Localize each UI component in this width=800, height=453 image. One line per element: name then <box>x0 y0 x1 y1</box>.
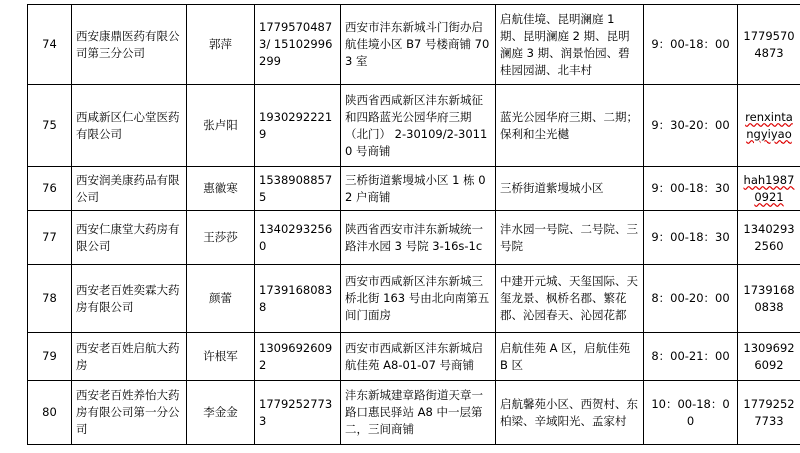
service-area: 启航佳境、昆明澜庭 1 期、昆明澜庭 2 期、昆明澜庭 3 期、润景怡园、碧桂园园湖、北丰村 <box>496 5 644 85</box>
row-number: 78 <box>28 265 72 333</box>
service-area: 中建开元城、天玺国际、天玺龙景、枫桥名郡、繁花郡、沁园春天、沁园花都 <box>496 265 644 333</box>
contact-person: 郭萍 <box>187 5 255 85</box>
store-address: 三桥街道紫墁城小区 1 栋 02 户商铺 <box>341 167 496 211</box>
contact-id: hah19870921 <box>738 167 800 211</box>
table-row <box>28 5 800 85</box>
business-hours: 10：00-18：00 <box>644 381 738 445</box>
phone-number: 13402932560 <box>255 211 341 265</box>
business-hours: 9：30-20：00 <box>644 85 738 167</box>
store-address: 陕西省西咸新区沣东新城征和四路蓝光公园华府三期（北门） 2-30109/2-30110 号商铺 <box>341 85 496 167</box>
service-area: 启航佳苑 A 区，启航佳苑 B 区 <box>496 333 644 381</box>
business-hours: 8：00-21：00 <box>644 333 738 381</box>
business-hours: 9：00-18：30 <box>644 167 738 211</box>
business-hours: 8：00-20：00 <box>644 265 738 333</box>
table-row <box>28 211 800 265</box>
row-number: 76 <box>28 167 72 211</box>
table-row <box>28 265 800 333</box>
store-name: 西安老百姓养怡大药房有限公司第一分公司 <box>72 381 187 445</box>
row-number: 79 <box>28 333 72 381</box>
table-row <box>28 333 800 381</box>
phone-number: 13096926092 <box>255 333 341 381</box>
contact-id: 17795704873 <box>738 5 800 85</box>
service-area: 蓝光公园华府三期、二期；保利和尘光樾 <box>496 85 644 167</box>
service-area: 沣水园一号院、二号院、三号院 <box>496 211 644 265</box>
store-address: 陕西省西安市沣东新城统一路沣水园 3 号院 3-16s-1c <box>341 211 496 265</box>
contact-person: 惠徽寒 <box>187 167 255 211</box>
store-name: 西安仁康堂大药房有限公司 <box>72 211 187 265</box>
phone-number: 17792527733 <box>255 381 341 445</box>
store-name: 西安老百姓奕霖大药房有限公司 <box>72 265 187 333</box>
contact-person: 许根军 <box>187 333 255 381</box>
table-row <box>28 167 800 211</box>
service-area: 启航馨苑小区、西贺村、东柏梁、辛域阳光、孟家村 <box>496 381 644 445</box>
contact-person: 张卢阳 <box>187 85 255 167</box>
business-hours: 9：00-18：30 <box>644 211 738 265</box>
store-name: 西安老百姓启航大药房 <box>72 333 187 381</box>
contact-person: 李金金 <box>187 381 255 445</box>
contact-person: 王莎莎 <box>187 211 255 265</box>
pharmacy-table <box>27 4 800 445</box>
store-address: 西安市西咸新区沣东新城启航佳苑 A8-01-07 号商铺 <box>341 333 496 381</box>
contact-person: 颜蕾 <box>187 265 255 333</box>
row-number: 74 <box>28 5 72 85</box>
contact-id: renxintangyiyao <box>738 85 800 167</box>
store-name: 西安润美康药品有限公司 <box>72 167 187 211</box>
store-address: 西安市沣东新城斗门街办启航佳境小区 B7 号楼商铺 703 室 <box>341 5 496 85</box>
row-number: 77 <box>28 211 72 265</box>
table-row <box>28 381 800 445</box>
store-address: 西安市西咸新区沣东新城三桥北街 163 号由北向南第五间门面房 <box>341 265 496 333</box>
contact-id: 13096926092 <box>738 333 800 381</box>
phone-number: 15389088575 <box>255 167 341 211</box>
store-name: 西咸新区仁心堂医药有限公司 <box>72 85 187 167</box>
row-number: 75 <box>28 85 72 167</box>
phone-number: 17391680838 <box>255 265 341 333</box>
store-name: 西安康鼎医药有限公司第三分公司 <box>72 5 187 85</box>
phone-number: 19302922219 <box>255 85 341 167</box>
contact-id: 17792527733 <box>738 381 800 445</box>
store-address: 沣东新城建章路街道天章一路口惠民驿站 A8 中一层第二，三间商铺 <box>341 381 496 445</box>
contact-id: 13402932560 <box>738 211 800 265</box>
contact-id: 17391680838 <box>738 265 800 333</box>
service-area: 三桥街道紫墁城小区 <box>496 167 644 211</box>
business-hours: 9：00-18：00 <box>644 5 738 85</box>
row-number: 80 <box>28 381 72 445</box>
table-row <box>28 85 800 167</box>
phone-number: 17795704873/ 15102996299 <box>255 5 341 85</box>
